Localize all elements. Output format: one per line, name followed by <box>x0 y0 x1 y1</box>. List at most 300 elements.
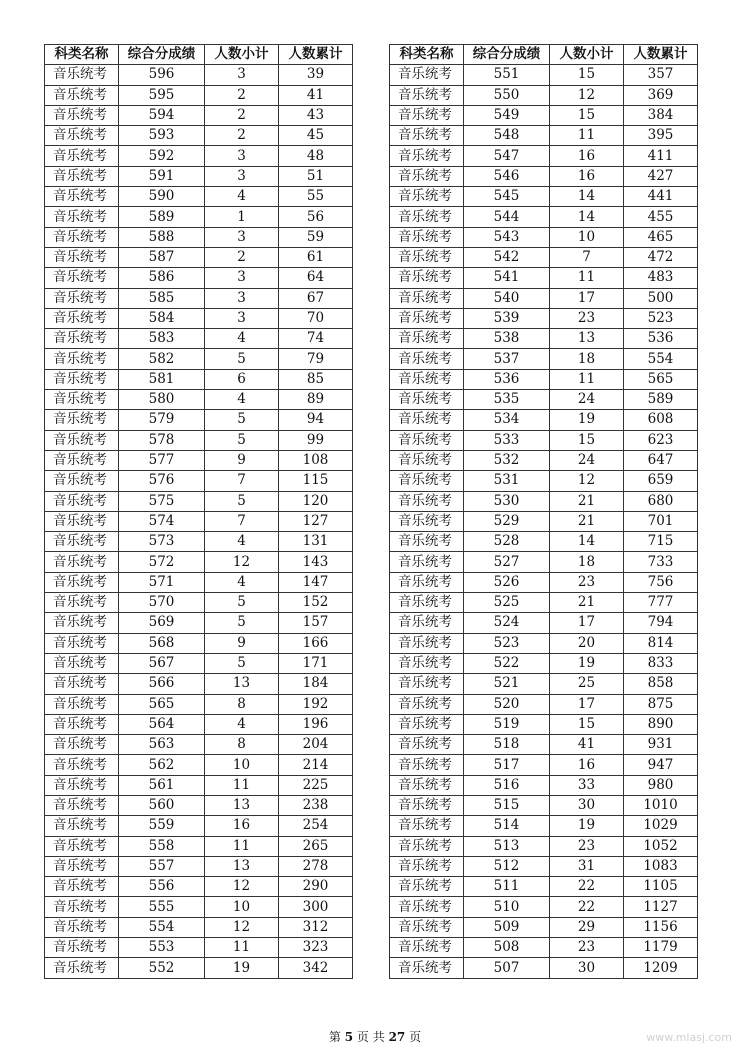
table-row <box>45 329 353 349</box>
cell-score: 529 <box>464 511 550 531</box>
cell-category: 音乐统考 <box>45 85 119 105</box>
cell-cumulative: 85 <box>279 369 353 389</box>
table-row <box>390 491 698 511</box>
table-row <box>390 755 698 775</box>
cell-count: 22 <box>550 877 624 897</box>
cell-score: 548 <box>464 126 550 146</box>
table-row <box>45 775 353 795</box>
cell-count: 29 <box>550 917 624 937</box>
cell-category: 音乐统考 <box>45 349 119 369</box>
cell-category: 音乐统考 <box>390 471 464 491</box>
cell-category: 音乐统考 <box>45 714 119 734</box>
cell-category: 音乐统考 <box>390 329 464 349</box>
cell-cumulative: 238 <box>279 795 353 815</box>
table-row <box>45 247 353 267</box>
table-row <box>45 288 353 308</box>
table-row <box>45 390 353 410</box>
table-row <box>390 471 698 491</box>
cell-cumulative: 1179 <box>624 938 698 958</box>
cell-score: 583 <box>119 329 205 349</box>
cell-score: 547 <box>464 146 550 166</box>
cell-count: 13 <box>205 674 279 694</box>
cell-count: 11 <box>205 938 279 958</box>
cell-cumulative: 733 <box>624 552 698 572</box>
cell-count: 23 <box>550 308 624 328</box>
table-header-row <box>45 45 353 65</box>
table-row <box>390 227 698 247</box>
cell-score: 558 <box>119 836 205 856</box>
cell-cumulative: 427 <box>624 166 698 186</box>
cell-category: 音乐统考 <box>390 369 464 389</box>
table-row <box>390 390 698 410</box>
table-row <box>45 714 353 734</box>
cell-count: 5 <box>205 593 279 613</box>
cell-category: 音乐统考 <box>45 471 119 491</box>
cell-category: 音乐统考 <box>390 877 464 897</box>
cell-cumulative: 1105 <box>624 877 698 897</box>
cell-count: 19 <box>550 410 624 430</box>
cell-count: 23 <box>550 938 624 958</box>
table-row <box>390 369 698 389</box>
cell-count: 13 <box>205 795 279 815</box>
cell-score: 592 <box>119 146 205 166</box>
cell-category: 音乐统考 <box>390 735 464 755</box>
cell-category: 音乐统考 <box>390 166 464 186</box>
cell-category: 音乐统考 <box>45 856 119 876</box>
cell-category: 音乐统考 <box>45 958 119 978</box>
cell-category: 音乐统考 <box>45 674 119 694</box>
cell-score: 584 <box>119 308 205 328</box>
cell-category: 音乐统考 <box>45 430 119 450</box>
cell-count: 3 <box>205 308 279 328</box>
cell-category: 音乐统考 <box>390 65 464 85</box>
cell-category: 音乐统考 <box>45 836 119 856</box>
cell-score: 575 <box>119 491 205 511</box>
cell-score: 515 <box>464 795 550 815</box>
page-footer <box>0 1028 750 1045</box>
cell-cumulative: 94 <box>279 410 353 430</box>
cell-category: 音乐统考 <box>390 349 464 369</box>
table-row <box>45 65 353 85</box>
cell-category: 音乐统考 <box>390 227 464 247</box>
cell-category: 音乐统考 <box>390 714 464 734</box>
table-row <box>45 795 353 815</box>
cell-cumulative: 980 <box>624 775 698 795</box>
cell-category: 音乐统考 <box>45 917 119 937</box>
cell-category: 音乐统考 <box>45 775 119 795</box>
table-row <box>45 593 353 613</box>
cell-count: 4 <box>205 187 279 207</box>
cell-count: 23 <box>550 572 624 592</box>
cell-category: 音乐统考 <box>390 613 464 633</box>
cell-cumulative: 814 <box>624 633 698 653</box>
cell-cumulative: 536 <box>624 329 698 349</box>
cell-category: 音乐统考 <box>390 633 464 653</box>
cell-score: 574 <box>119 511 205 531</box>
cell-category: 音乐统考 <box>45 329 119 349</box>
cell-score: 509 <box>464 917 550 937</box>
table-row <box>390 268 698 288</box>
table-row <box>390 105 698 125</box>
cell-score: 578 <box>119 430 205 450</box>
cell-cumulative: 384 <box>624 105 698 125</box>
cell-cumulative: 833 <box>624 653 698 673</box>
cell-score: 512 <box>464 856 550 876</box>
cell-score: 594 <box>119 105 205 125</box>
table-row <box>390 917 698 937</box>
table-row <box>390 938 698 958</box>
cell-category: 音乐统考 <box>390 532 464 552</box>
cell-count: 10 <box>205 897 279 917</box>
cell-count: 2 <box>205 247 279 267</box>
table-row <box>390 552 698 572</box>
cell-count: 5 <box>205 349 279 369</box>
cell-score: 572 <box>119 552 205 572</box>
table-row <box>390 207 698 227</box>
table-row <box>45 613 353 633</box>
cell-cumulative: 89 <box>279 390 353 410</box>
table-row <box>45 674 353 694</box>
table-row <box>390 856 698 876</box>
cell-cumulative: 99 <box>279 430 353 450</box>
table-row <box>390 288 698 308</box>
table-row <box>45 166 353 186</box>
table-row <box>45 85 353 105</box>
table-row <box>45 897 353 917</box>
cell-score: 510 <box>464 897 550 917</box>
cell-score: 527 <box>464 552 550 572</box>
cell-count: 19 <box>550 816 624 836</box>
cell-score: 554 <box>119 917 205 937</box>
table-row <box>390 126 698 146</box>
cell-cumulative: 61 <box>279 247 353 267</box>
cell-cumulative: 608 <box>624 410 698 430</box>
cell-category: 音乐统考 <box>390 491 464 511</box>
cell-score: 549 <box>464 105 550 125</box>
cell-score: 507 <box>464 958 550 978</box>
cell-count: 4 <box>205 329 279 349</box>
cell-cumulative: 204 <box>279 735 353 755</box>
cell-score: 542 <box>464 247 550 267</box>
cell-cumulative: 152 <box>279 593 353 613</box>
cell-count: 12 <box>205 917 279 937</box>
cell-category: 音乐统考 <box>390 593 464 613</box>
cell-score: 561 <box>119 775 205 795</box>
cell-count: 16 <box>550 146 624 166</box>
cell-cumulative: 890 <box>624 714 698 734</box>
cell-cumulative: 523 <box>624 308 698 328</box>
cell-score: 528 <box>464 532 550 552</box>
header-cumulative: 人数累计 <box>279 45 353 65</box>
cell-count: 25 <box>550 674 624 694</box>
cell-score: 559 <box>119 816 205 836</box>
cell-category: 音乐统考 <box>45 572 119 592</box>
cell-cumulative: 143 <box>279 552 353 572</box>
cell-cumulative: 680 <box>624 491 698 511</box>
cell-score: 539 <box>464 308 550 328</box>
cell-count: 16 <box>205 816 279 836</box>
table-row <box>390 633 698 653</box>
cell-cumulative: 214 <box>279 755 353 775</box>
cell-cumulative: 1127 <box>624 897 698 917</box>
cell-score: 533 <box>464 430 550 450</box>
cell-category: 音乐统考 <box>390 897 464 917</box>
cell-score: 530 <box>464 491 550 511</box>
cell-category: 音乐统考 <box>390 816 464 836</box>
cell-category: 音乐统考 <box>45 735 119 755</box>
cell-score: 556 <box>119 877 205 897</box>
table-row <box>45 816 353 836</box>
cell-score: 541 <box>464 268 550 288</box>
cell-category: 音乐统考 <box>45 450 119 470</box>
cell-category: 音乐统考 <box>390 146 464 166</box>
cell-count: 15 <box>550 430 624 450</box>
cell-count: 41 <box>550 735 624 755</box>
score-table-right <box>389 44 698 979</box>
cell-category: 音乐统考 <box>45 207 119 227</box>
cell-category: 音乐统考 <box>390 958 464 978</box>
cell-cumulative: 589 <box>624 390 698 410</box>
cell-cumulative: 131 <box>279 532 353 552</box>
cell-score: 514 <box>464 816 550 836</box>
header-category: 科类名称 <box>45 45 119 65</box>
footer-suffix: 页 <box>409 1030 422 1044</box>
cell-score: 550 <box>464 85 550 105</box>
cell-category: 音乐统考 <box>390 674 464 694</box>
cell-score: 508 <box>464 938 550 958</box>
cell-count: 5 <box>205 430 279 450</box>
cell-cumulative: 79 <box>279 349 353 369</box>
cell-cumulative: 659 <box>624 471 698 491</box>
cell-count: 8 <box>205 735 279 755</box>
watermark: www.mlasj.com <box>646 1031 732 1044</box>
cell-score: 525 <box>464 593 550 613</box>
cell-score: 516 <box>464 775 550 795</box>
cell-count: 4 <box>205 532 279 552</box>
cell-count: 13 <box>550 329 624 349</box>
cell-cumulative: 323 <box>279 938 353 958</box>
cell-cumulative: 196 <box>279 714 353 734</box>
cell-category: 音乐统考 <box>390 552 464 572</box>
cell-cumulative: 254 <box>279 816 353 836</box>
table-row <box>390 329 698 349</box>
table-row <box>390 247 698 267</box>
cell-count: 11 <box>205 775 279 795</box>
cell-score: 545 <box>464 187 550 207</box>
cell-score: 580 <box>119 390 205 410</box>
cell-count: 18 <box>550 349 624 369</box>
cell-category: 音乐统考 <box>45 877 119 897</box>
cell-count: 5 <box>205 491 279 511</box>
cell-score: 588 <box>119 227 205 247</box>
cell-category: 音乐统考 <box>45 897 119 917</box>
cell-score: 568 <box>119 633 205 653</box>
cell-category: 音乐统考 <box>45 166 119 186</box>
cell-score: 513 <box>464 836 550 856</box>
cell-count: 14 <box>550 532 624 552</box>
table-row <box>390 694 698 714</box>
cell-count: 19 <box>205 958 279 978</box>
cell-category: 音乐统考 <box>390 247 464 267</box>
table-row <box>45 532 353 552</box>
cell-score: 560 <box>119 795 205 815</box>
cell-category: 音乐统考 <box>390 207 464 227</box>
cell-cumulative: 39 <box>279 65 353 85</box>
cell-cumulative: 300 <box>279 897 353 917</box>
cell-category: 音乐统考 <box>390 572 464 592</box>
cell-cumulative: 290 <box>279 877 353 897</box>
table-row <box>45 633 353 653</box>
table-row <box>45 471 353 491</box>
cell-count: 20 <box>550 633 624 653</box>
cell-count: 3 <box>205 146 279 166</box>
table-row <box>390 450 698 470</box>
cell-count: 3 <box>205 288 279 308</box>
table-row <box>45 187 353 207</box>
table-row <box>45 450 353 470</box>
cell-count: 17 <box>550 694 624 714</box>
cell-count: 9 <box>205 450 279 470</box>
cell-count: 6 <box>205 369 279 389</box>
table-row <box>390 65 698 85</box>
cell-category: 音乐统考 <box>45 410 119 430</box>
cell-score: 531 <box>464 471 550 491</box>
table-row <box>390 146 698 166</box>
cell-category: 音乐统考 <box>45 268 119 288</box>
cell-count: 3 <box>205 166 279 186</box>
cell-score: 582 <box>119 349 205 369</box>
cell-count: 4 <box>205 390 279 410</box>
cell-category: 音乐统考 <box>390 795 464 815</box>
table-row <box>390 735 698 755</box>
cell-score: 538 <box>464 329 550 349</box>
cell-category: 音乐统考 <box>390 430 464 450</box>
cell-cumulative: 166 <box>279 633 353 653</box>
cell-count: 24 <box>550 450 624 470</box>
cell-cumulative: 411 <box>624 146 698 166</box>
cell-cumulative: 500 <box>624 288 698 308</box>
header-count: 人数小计 <box>205 45 279 65</box>
cell-score: 576 <box>119 471 205 491</box>
table-row <box>45 369 353 389</box>
table-row <box>390 836 698 856</box>
cell-cumulative: 1209 <box>624 958 698 978</box>
cell-category: 音乐统考 <box>390 755 464 775</box>
table-row <box>390 511 698 531</box>
cell-cumulative: 794 <box>624 613 698 633</box>
table-row <box>45 735 353 755</box>
table-row <box>390 714 698 734</box>
cell-count: 16 <box>550 166 624 186</box>
cell-score: 595 <box>119 85 205 105</box>
cell-cumulative: 43 <box>279 105 353 125</box>
cell-count: 5 <box>205 613 279 633</box>
cell-category: 音乐统考 <box>45 613 119 633</box>
cell-cumulative: 265 <box>279 836 353 856</box>
cell-category: 音乐统考 <box>390 308 464 328</box>
cell-cumulative: 192 <box>279 694 353 714</box>
cell-score: 590 <box>119 187 205 207</box>
cell-score: 526 <box>464 572 550 592</box>
cell-cumulative: 312 <box>279 917 353 937</box>
table-row <box>45 836 353 856</box>
table-row <box>45 207 353 227</box>
table-row <box>45 694 353 714</box>
cell-score: 571 <box>119 572 205 592</box>
cell-cumulative: 483 <box>624 268 698 288</box>
cell-category: 音乐统考 <box>45 633 119 653</box>
cell-count: 4 <box>205 572 279 592</box>
cell-category: 音乐统考 <box>390 856 464 876</box>
cell-cumulative: 67 <box>279 288 353 308</box>
cell-category: 音乐统考 <box>390 187 464 207</box>
cell-cumulative: 472 <box>624 247 698 267</box>
table-row <box>45 146 353 166</box>
table-row <box>45 572 353 592</box>
cell-category: 音乐统考 <box>45 795 119 815</box>
cell-cumulative: 1010 <box>624 795 698 815</box>
cell-cumulative: 70 <box>279 308 353 328</box>
cell-category: 音乐统考 <box>45 694 119 714</box>
table-row <box>45 268 353 288</box>
cell-cumulative: 41 <box>279 85 353 105</box>
cell-cumulative: 147 <box>279 572 353 592</box>
cell-count: 12 <box>550 471 624 491</box>
table-row <box>390 653 698 673</box>
cell-category: 音乐统考 <box>390 390 464 410</box>
cell-category: 音乐统考 <box>390 268 464 288</box>
cell-score: 589 <box>119 207 205 227</box>
cell-score: 534 <box>464 410 550 430</box>
table-row <box>45 491 353 511</box>
table-row <box>45 938 353 958</box>
table-row <box>45 227 353 247</box>
cell-category: 音乐统考 <box>390 410 464 430</box>
cell-count: 8 <box>205 694 279 714</box>
cell-count: 7 <box>550 247 624 267</box>
cell-cumulative: 56 <box>279 207 353 227</box>
table-row <box>45 349 353 369</box>
table-row <box>390 958 698 978</box>
cell-category: 音乐统考 <box>45 247 119 267</box>
cell-count: 31 <box>550 856 624 876</box>
table-row <box>45 126 353 146</box>
cell-count: 2 <box>205 126 279 146</box>
cell-cumulative: 74 <box>279 329 353 349</box>
cell-cumulative: 715 <box>624 532 698 552</box>
cell-cumulative: 157 <box>279 613 353 633</box>
cell-score: 520 <box>464 694 550 714</box>
cell-count: 3 <box>205 227 279 247</box>
cell-category: 音乐统考 <box>45 369 119 389</box>
cell-count: 1 <box>205 207 279 227</box>
cell-count: 15 <box>550 105 624 125</box>
cell-cumulative: 455 <box>624 207 698 227</box>
table-row <box>45 105 353 125</box>
cell-cumulative: 858 <box>624 674 698 694</box>
cell-cumulative: 701 <box>624 511 698 531</box>
cell-category: 音乐统考 <box>45 755 119 775</box>
cell-score: 518 <box>464 735 550 755</box>
cell-cumulative: 48 <box>279 146 353 166</box>
cell-score: 524 <box>464 613 550 633</box>
table-row <box>390 410 698 430</box>
cell-cumulative: 623 <box>624 430 698 450</box>
cell-score: 532 <box>464 450 550 470</box>
cell-category: 音乐统考 <box>45 593 119 613</box>
cell-score: 587 <box>119 247 205 267</box>
cell-cumulative: 756 <box>624 572 698 592</box>
